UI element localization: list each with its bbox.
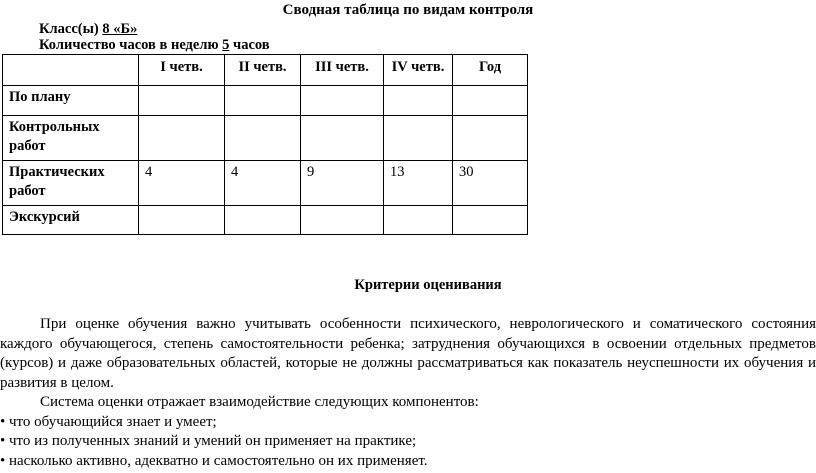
table-cell — [301, 206, 384, 235]
table-cell — [225, 86, 301, 116]
bullet-item: • что обучающийся знает и умеет; — [0, 413, 217, 430]
criteria-body — [0, 315, 816, 471]
row-label: Экскурсий — [3, 206, 139, 235]
table-cell — [453, 206, 528, 235]
table-cell — [384, 116, 453, 161]
criteria-paragraph: При оценке обучения важно учитывать особенности психического, неврологического и соматического состояния каждого обучающегося, степень самостоятельности ребенка; затруднения обучающихся в освоении отдельных предметов (курсов) и даже образовательных областей, которые не должны рассматриваться как показатель неуспешности их обучения и развития в целом. — [0, 316, 816, 391]
table-cell: 4 — [139, 161, 225, 206]
system-line: Система оценки отражает взаимодействие следующих компонентов: — [40, 394, 479, 410]
document-title: Сводная таблица по видам контроля — [282, 2, 534, 18]
table-cell — [301, 86, 384, 116]
class-value: 8 «Б» — [102, 21, 138, 37]
table-row — [3, 161, 528, 206]
table-row — [3, 116, 528, 161]
row-label: По плану — [3, 86, 139, 116]
table-cell — [453, 116, 528, 161]
table-header-empty — [3, 55, 139, 86]
table-cell — [139, 206, 225, 235]
table-header-cell: II четв. — [225, 55, 301, 86]
hours-unit: часов — [229, 37, 270, 53]
bullet-item: • насколько активно, адекватно и самостоятельно он их применяет. — [0, 452, 428, 469]
table-cell — [453, 86, 528, 116]
class-line — [39, 21, 137, 38]
table-header-cell: I четв. — [139, 55, 225, 86]
table-header-row — [3, 55, 528, 86]
table-header-cell: Год — [453, 55, 528, 86]
table-cell — [225, 206, 301, 235]
control-summary-table — [2, 54, 528, 235]
table-header-cell: III четв. — [301, 55, 384, 86]
row-label: Практических работ — [3, 161, 139, 206]
table-cell — [384, 86, 453, 116]
table-cell — [139, 116, 225, 161]
table-cell: 4 — [225, 161, 301, 206]
table-row — [3, 206, 528, 235]
table-cell — [139, 86, 225, 116]
hours-line — [39, 37, 270, 54]
table-cell — [384, 206, 453, 235]
table-cell — [225, 116, 301, 161]
table-row — [3, 86, 528, 116]
bullet-item: • что из полученных знаний и умений он применяет на практике; — [0, 433, 417, 449]
table-cell: 13 — [384, 161, 453, 206]
criteria-title: Критерии оценивания — [354, 277, 502, 293]
table-cell — [301, 116, 384, 161]
hours-label: Количество часов в неделю — [39, 37, 223, 53]
class-label: Класс(ы) — [39, 21, 103, 37]
hours-value: 5 — [222, 37, 230, 53]
row-label: Контрольных работ — [3, 116, 139, 161]
table-cell: 30 — [453, 161, 528, 206]
table-cell: 9 — [301, 161, 384, 206]
table-header-cell: IV четв. — [384, 55, 453, 86]
